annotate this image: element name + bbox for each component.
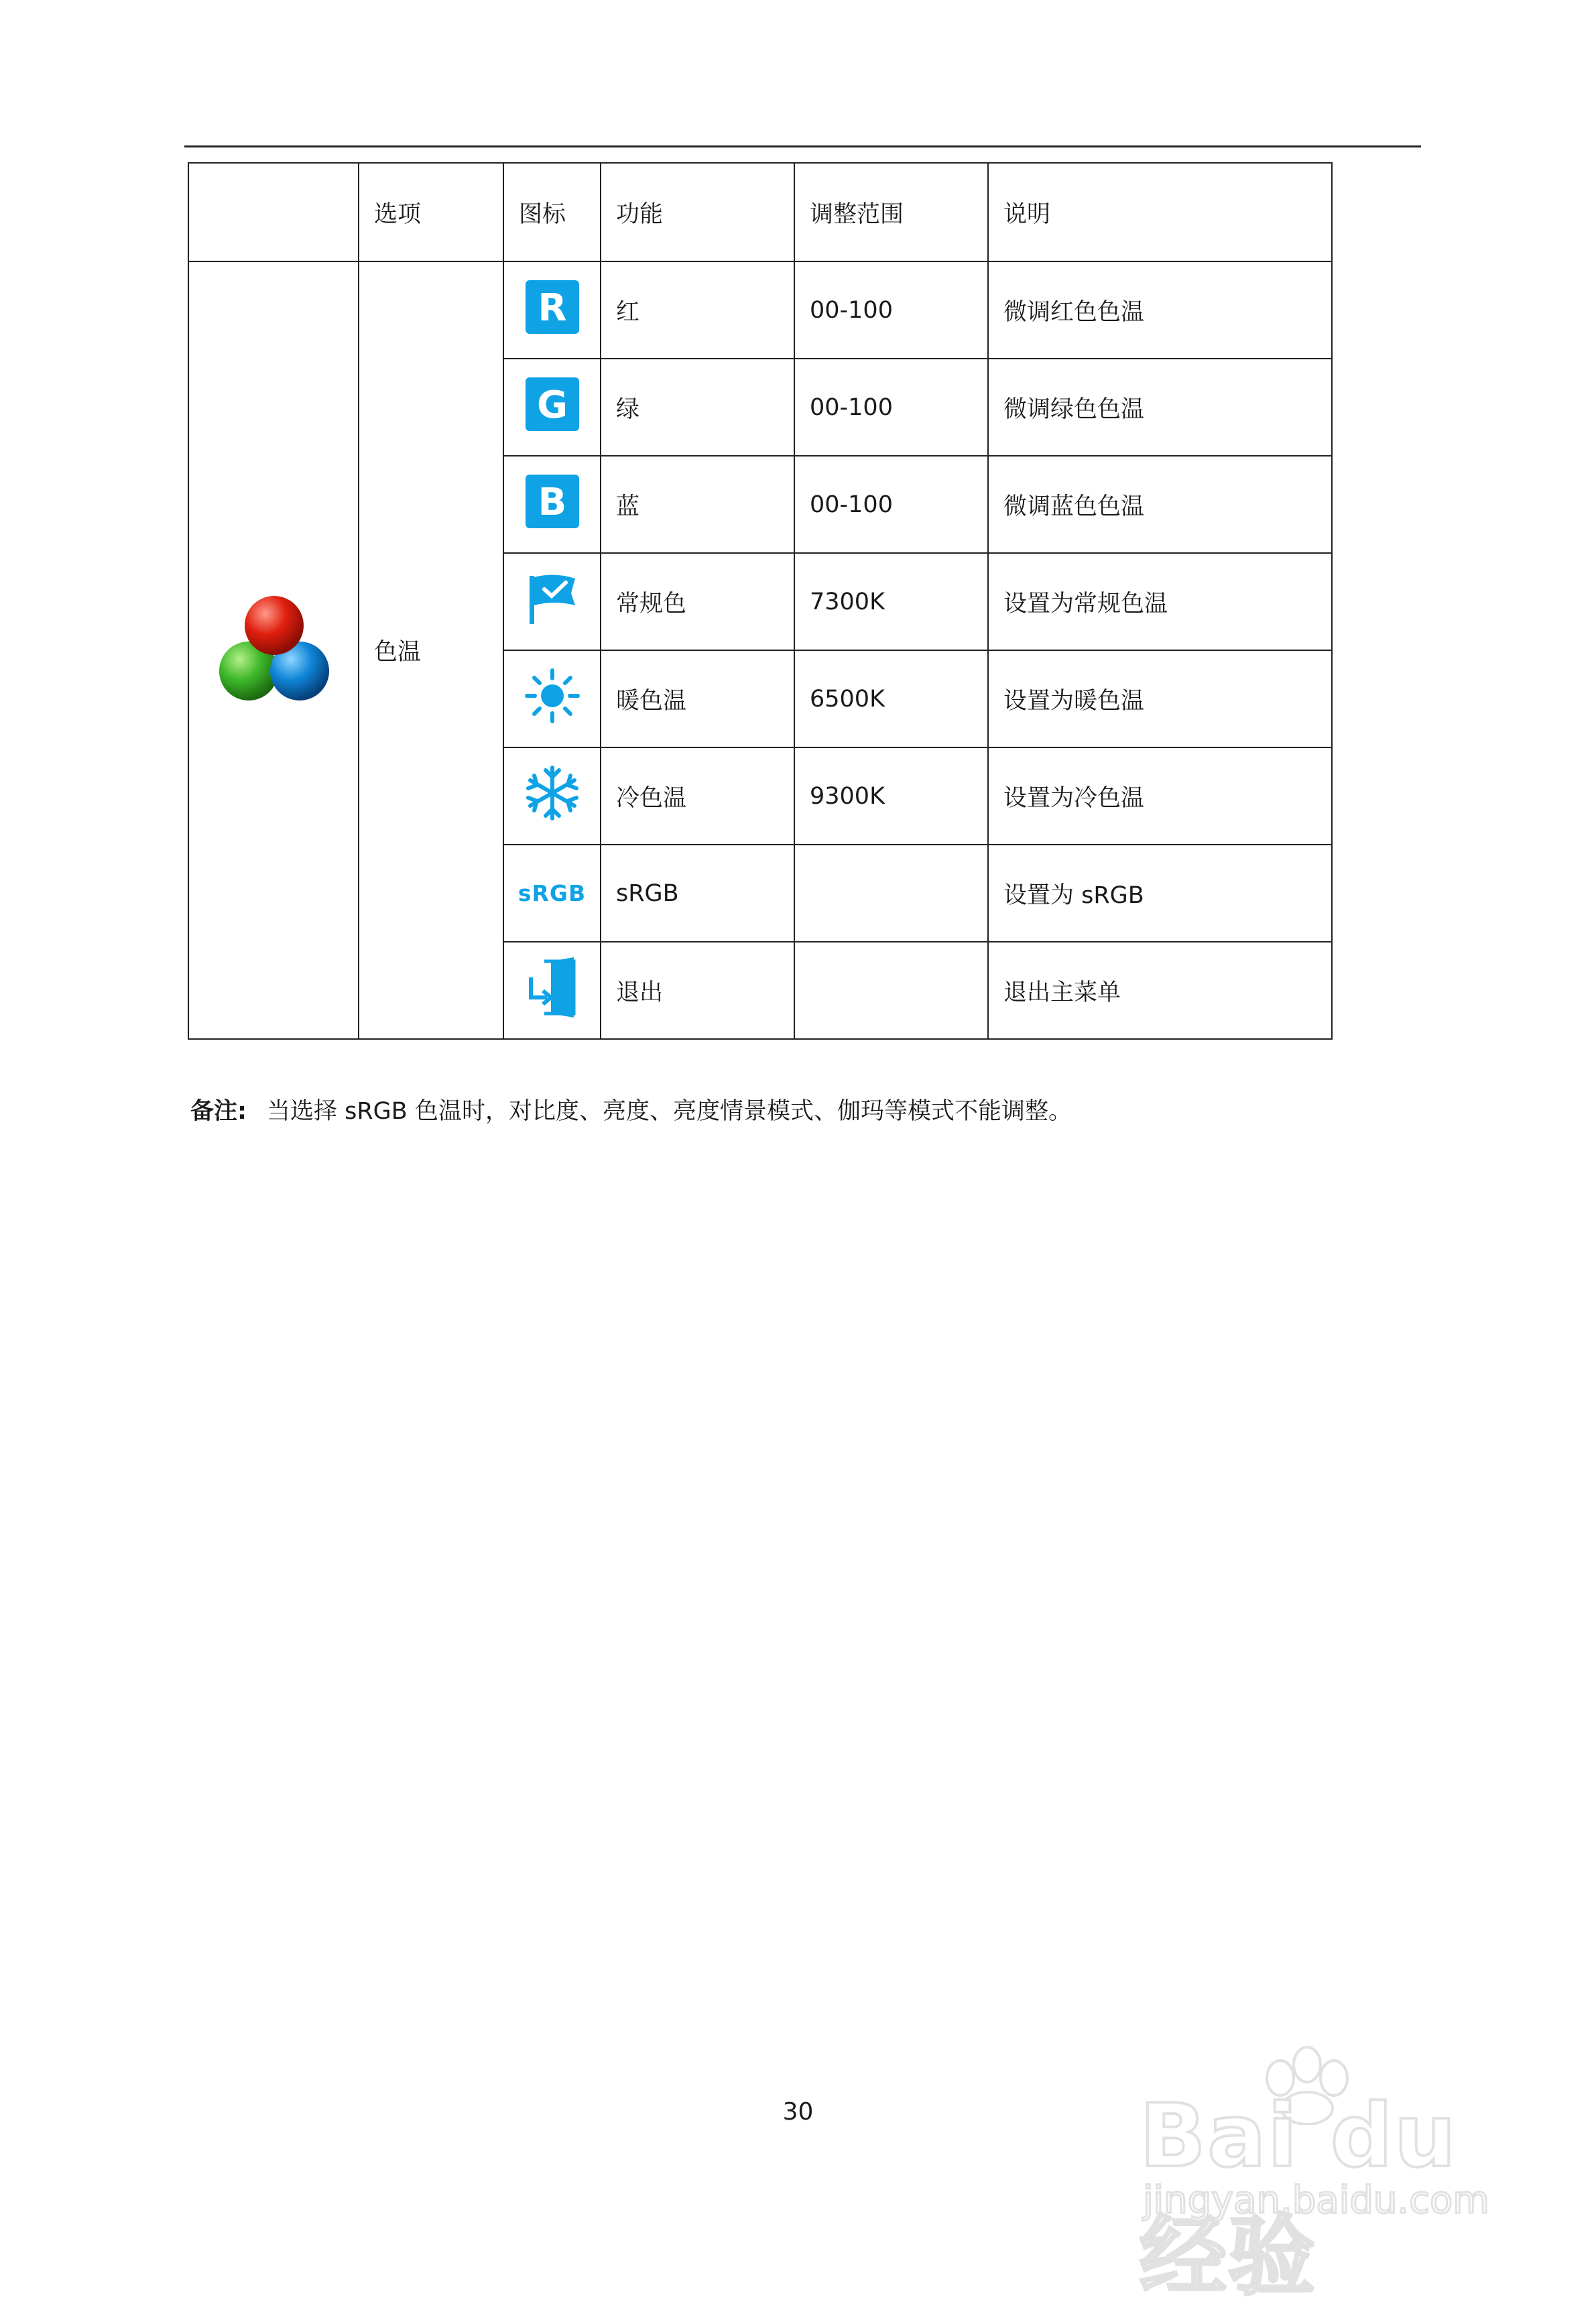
- range-cell: [794, 845, 988, 942]
- icon-cell: [503, 845, 601, 942]
- description-cell: 设置为常规色温: [988, 553, 1332, 650]
- description-cell: 设置为冷色温: [988, 747, 1332, 845]
- function-cell: 常规色: [601, 553, 794, 650]
- icon-cell: [503, 942, 601, 1039]
- function-cell: 绿: [601, 359, 794, 456]
- rgb-balls-icon: [210, 591, 337, 705]
- range-cell: 9300K: [794, 747, 988, 845]
- range-cell: 7300K: [794, 553, 988, 650]
- description-cell: 微调红色色温: [988, 261, 1332, 359]
- g-letter-icon: [524, 376, 580, 432]
- exit-door-icon: [524, 957, 580, 1018]
- sun-icon: [524, 668, 580, 724]
- function-cell: 冷色温: [601, 747, 794, 845]
- baidu-watermark: [1140, 2045, 1515, 2307]
- description-cell: 退出主菜单: [988, 942, 1332, 1039]
- svg-text:B: B: [538, 481, 566, 524]
- color-temp-menu-icon-cell: [188, 261, 359, 1039]
- svg-text:R: R: [537, 286, 567, 330]
- range-cell: 00-100: [794, 456, 988, 553]
- icon-cell: [503, 650, 601, 747]
- header-option: 选项: [359, 163, 503, 261]
- watermark-url: jingyan.baidu.com: [1143, 2179, 1489, 2222]
- note-label: 备注:: [190, 1098, 247, 1125]
- description-cell: 微调绿色色温: [988, 359, 1332, 456]
- flag-check-icon: [524, 570, 580, 627]
- header-empty: [188, 163, 359, 261]
- icon-cell: [503, 747, 601, 845]
- r-letter-icon: [524, 279, 580, 335]
- description-cell: 设置为暖色温: [988, 650, 1332, 747]
- header-description: 说明: [988, 163, 1332, 261]
- function-cell: sRGB: [601, 845, 794, 942]
- svg-text:G: G: [536, 383, 568, 427]
- b-letter-icon: [524, 473, 580, 530]
- function-cell: 红: [601, 261, 794, 359]
- top-rule: [184, 145, 1421, 147]
- table-header-row: [188, 163, 1332, 261]
- option-color-temperature: 色温: [359, 261, 503, 1039]
- note-text: 当选择 sRGB 色温时，对比度、亮度、亮度情景模式、伽玛等模式不能调整。: [267, 1098, 1072, 1125]
- function-cell: 退出: [601, 942, 794, 1039]
- function-cell: 暖色温: [601, 650, 794, 747]
- icon-cell: [503, 456, 601, 553]
- range-cell: 6500K: [794, 650, 988, 747]
- icon-cell: [503, 359, 601, 456]
- function-cell: 蓝: [601, 456, 794, 553]
- color-temperature-table: [188, 162, 1333, 1040]
- table-row: [188, 261, 1332, 359]
- srgb-icon: sRGB: [517, 879, 587, 906]
- header-icon: 图标: [503, 163, 601, 261]
- icon-cell: [503, 261, 601, 359]
- header-range: 调整范围: [794, 163, 988, 261]
- note: [190, 1093, 1072, 1126]
- range-cell: 00-100: [794, 359, 988, 456]
- snowflake-icon: [524, 765, 580, 821]
- watermark-brand: Bai du 经验: [1140, 2085, 1458, 2307]
- icon-cell: [503, 553, 601, 650]
- range-cell: 00-100: [794, 261, 988, 359]
- page-number: 30: [782, 2098, 814, 2126]
- header-function: 功能: [601, 163, 794, 261]
- description-cell: 微调蓝色色温: [988, 456, 1332, 553]
- description-cell: 设置为 sRGB: [988, 845, 1332, 942]
- range-cell: [794, 942, 988, 1039]
